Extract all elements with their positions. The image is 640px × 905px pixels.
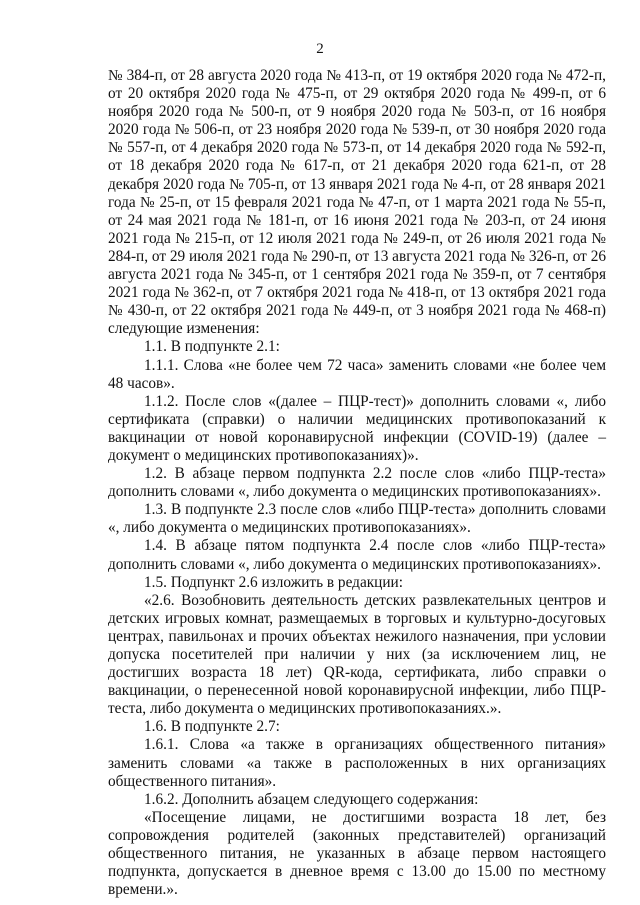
document-body <box>108 67 606 899</box>
paragraph-1-1-2: 1.1.2. После слов «(далее – ПЦР-тест)» дополнить словами «, либо сертификата (справки) о наличии медицинских противопоказаний к вакцинации от новой коронавирусной инфекции (COVID-19) (далее – документ о медицинских противопоказаниях)». <box>108 392 606 464</box>
page-number: 2 <box>316 41 324 57</box>
paragraph-2-6-quote: «2.6. Возобновить деятельность детских развлекательных центров и детских игровых комнат, размещаемых в торговых и культурно-досуговых центрах, павильонах и прочих объектах нежилого назначения, при условии допуска посетителей при наличии у них (за исключением лиц, не достигших возраста 18 лет) QR-кода, сертификата, либо справки о вакцинации, о перенесенной новой коронавирусной инфекции, либо ПЦР-теста, либо документа о медицинских противопоказаниях.». <box>108 591 606 718</box>
paragraph-1-4: 1.4. В абзаце пятом подпункта 2.4 после слов «либо ПЦР-теста» дополнить словами «, либо документа о медицинских противопоказаниях». <box>108 537 606 573</box>
paragraph-1-5: 1.5. Подпункт 2.6 изложить в редакции: <box>144 573 403 591</box>
paragraph-1-6-1: 1.6.1. Слова «а также в организациях общественного питания» заменить словами «а также в расположенных в них организациях общественного питания». <box>108 736 606 790</box>
paragraph-quote-visit: «Посещение лицами, не достигшими возраста 18 лет, без сопровождения родителей (законных представителей) организаций общественного питания, не указанных в абзаце первом настоящего подпункта, допускается в дневное время с 13.00 до 15.00 по местному времени.». <box>108 808 606 899</box>
paragraph-1-2: 1.2. В абзаце первом подпункта 2.2 после слов «либо ПЦР-теста» дополнить словами «, либо документа о медицинских противопоказаниях». <box>108 465 606 501</box>
paragraph-1-6: 1.6. В подпункте 2.7: <box>144 718 280 736</box>
paragraph-intro: № 384-п, от 28 августа 2020 года № 413-п, от 19 октября 2020 года № 472-п, от 20 октября 2020 года № 475-п, от 29 октября 2020 года № 499-п, от 6 ноября 2020 года № 500-п, от 9 ноября 2020 года № 503-п, от 16 ноября 2020 года № 506-п, от 23 ноября 2020 года № 539-п, от 30 ноября 2020 года № 557-п, от 4 декабря 2020 года № 573-п, от 14 декабря 2020 года № 592-п, от 18 декабря 2020 года № 617-п, от 21 декабря 2020 года 621-п, от 28 декабря 2020 года № 705-п, от 13 января 2021 года № 4-п, от 28 января 2021 года № 25-п, от 15 февраля 2021 года № 47-п, от 1 марта 2021 года № 55-п, от 24 мая 2021 года № 181-п, от 16 июня 2021 года № 203-п, от 24 июня 2021 года № 215-п, от 12 июля 2021 года № 249-п, от 26 июля 2021 года № 284-п, от 29 июля 2021 года № 290-п, от 13 августа 2021 года № 326-п, от 26 августа 2021 года № 345-п, от 1 сентября 2021 года № 359-п, от 7 сентября 2021 года № 362-п, от 7 октября 2021 года № 418-п, от 13 октября 2021 года № 430-п, от 22 октября 2021 года № 449-п, от 3 ноября 2021 года № 468-п) следующие изменения: <box>108 67 606 338</box>
paragraph-1-1-1: 1.1.1. Слова «не более чем 72 часа» заменить словами «не более чем 48 часов». <box>108 356 606 392</box>
paragraph-1-1: 1.1. В подпункте 2.1: <box>144 338 280 356</box>
paragraph-1-6-2: 1.6.2. Дополнить абзацем следующего содержания: <box>144 790 479 808</box>
paragraph-1-3: 1.3. В подпункте 2.3 после слов «либо ПЦР-теста» дополнить словами «, либо документа о медицинских противопоказаниях». <box>108 501 606 537</box>
